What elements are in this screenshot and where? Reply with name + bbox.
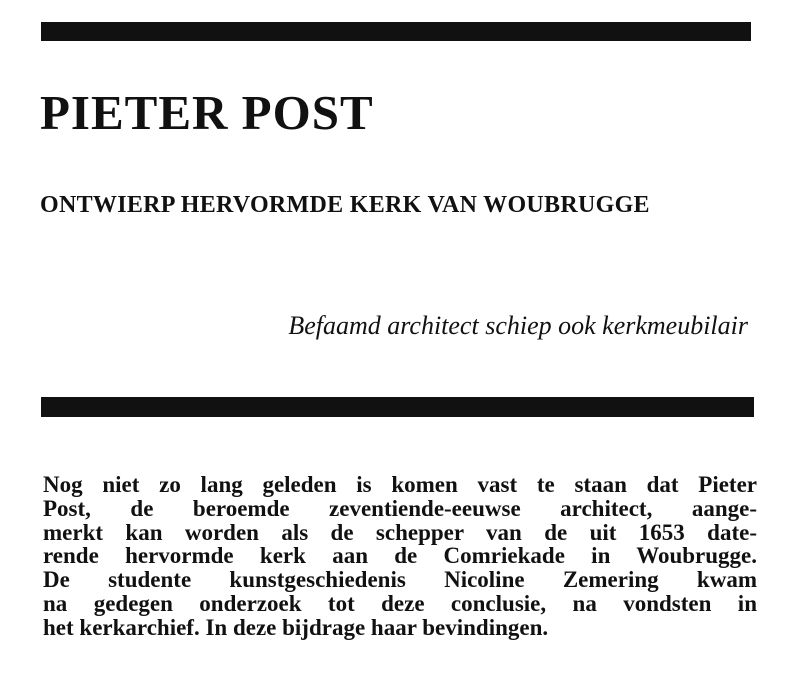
intro-line: het kerkarchief. In deze bijdrage haar bevindingen. xyxy=(43,614,549,640)
intro-paragraph xyxy=(43,473,757,640)
page-title: PIETER POST xyxy=(40,85,374,140)
intro-line: na gedegen onderzoek tot deze conclusie, na vondsten in xyxy=(43,590,757,616)
subtitle: ONTWIERP HERVORMDE KERK VAN WOUBRUGGE xyxy=(40,192,650,218)
tagline: Befaamd architect schiep ook kerkmeubilair xyxy=(288,311,748,340)
intro-line: rende hervormde kerk aan de Comriekade in Woubrugge. xyxy=(43,543,757,569)
intro-line: De studente kunstgeschiedenis Nicoline Zemering kwam xyxy=(43,567,757,593)
top-rule xyxy=(41,22,751,41)
intro-line: Post, de beroemde zeventiende-eeuwse architect, aange- xyxy=(43,495,757,521)
intro-line: merkt kan worden als de schepper van de uit 1653 date- xyxy=(43,519,757,545)
intro-line: Nog niet zo lang geleden is komen vast te staan dat Pieter xyxy=(43,472,757,497)
bottom-rule xyxy=(41,397,754,417)
